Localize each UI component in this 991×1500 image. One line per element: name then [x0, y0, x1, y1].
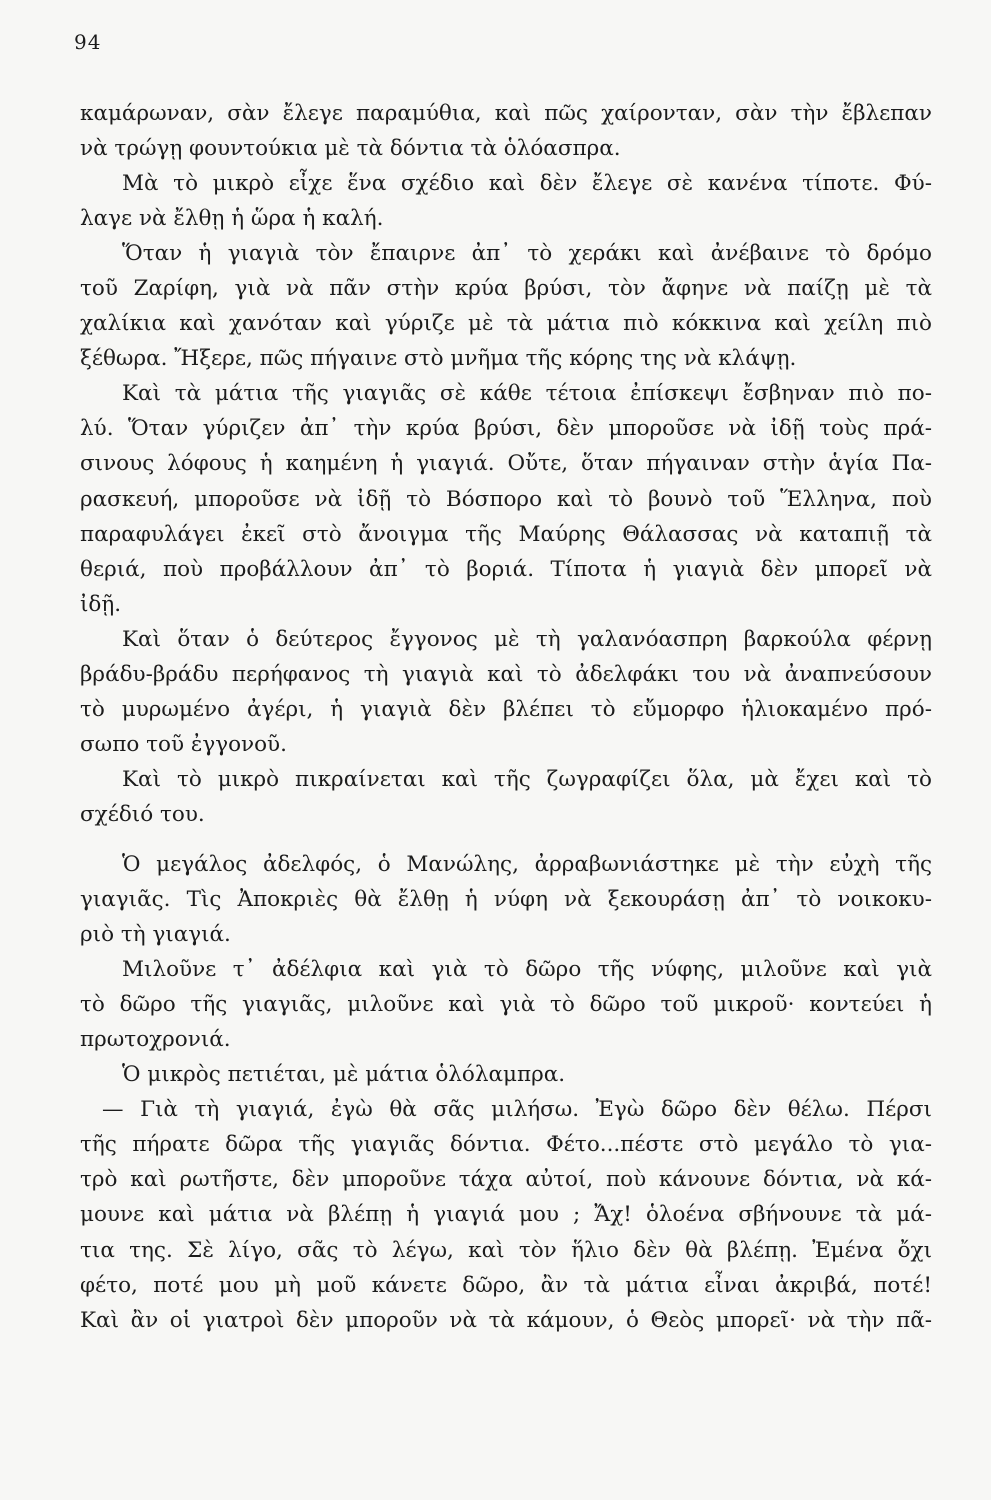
text-line: παραφυλάγει ἐκεῖ στὸ ἄνοιγμα τῆς Μαύρης Θάλασσας νὰ καταπιῇ τὰ [80, 521, 932, 547]
text-line: Ὁ μικρὸς πετιέται, μὲ μάτια ὁλόλαμπρα. [122, 1062, 566, 1088]
body-text [80, 96, 932, 1338]
text-line: ριὸ τὴ γιαγιά. [80, 922, 231, 948]
text-line: Ὅταν ἡ γιαγιὰ τὸν ἔπαιρνε ἀπ᾽ τὸ χεράκι καὶ ἀνέβαινε τὸ δρόμο [122, 241, 932, 267]
paragraph-gap [80, 832, 932, 847]
text-line: τρὸ καὶ ρωτῆστε, δὲν μποροῦνε τάχα αὐτοί, ποὺ κάνουνε δόντια, νὰ κά- [80, 1167, 932, 1193]
text-line: καμάρωναν, σὰν ἔλεγε παραμύθια, καὶ πῶς χαίρονταν, σὰν τὴν ἔβλεπαν [80, 101, 932, 126]
text-line: τὸ μυρωμένο ἀγέρι, ἡ γιαγιὰ δὲν βλέπει τὸ εὔμορφο ἡλιοκαμένο πρό- [80, 696, 932, 722]
text-line: Ὁ μεγάλος ἀδελφός, ὁ Μανώλης, ἀρραβωνιάστηκε μὲ τὴν εὐχὴ τῆς [122, 851, 932, 877]
text-line: Μὰ τὸ μικρὸ εἶχε ἕνα σχέδιο καὶ δὲν ἔλεγε σὲ κανένα τίποτε. Φύ- [122, 171, 932, 197]
text-line: τὸ δῶρο τῆς γιαγιᾶς, μιλοῦνε καὶ γιὰ τὸ δῶρο τοῦ μικροῦ· κοντεύει ἡ [80, 992, 932, 1018]
text-line: Καὶ ὅταν ὁ δεύτερος ἔγγονος μὲ τὴ γαλανόασπρη βαρκούλα φέρνῃ [122, 626, 932, 652]
text-line: ρασκευή, μποροῦσε νὰ ἰδῇ τὸ Βόσπορο καὶ τὸ βουνὸ τοῦ Ἕλληνα, ποὺ [80, 486, 932, 512]
text-line: ἰδῇ. [80, 591, 122, 617]
text-line: θεριά, ποὺ προβάλλουν ἀπ᾽ τὸ βοριά. Τίποτα ἡ γιαγιὰ δὲν μπορεῖ νὰ [80, 556, 932, 582]
text-line: Καὶ τὸ μικρὸ πικραίνεται καὶ τῆς ζωγραφίζει ὅλα, μὰ ἔχει καὶ τὸ [122, 766, 932, 792]
text-line: γιαγιᾶς. Τὶς Ἀποκριὲς θὰ ἔλθῃ ἡ νύφη νὰ ξεκουράσῃ ἀπ᾽ τὸ νοικοκυ- [80, 887, 932, 913]
text-line: ξέθωρα. Ἤξερε, πῶς πήγαινε στὸ μνῆμα τῆς κόρης της νὰ κλάψῃ. [80, 346, 797, 372]
page-number: 94 [74, 30, 102, 54]
text-line: νὰ τρώγῃ φουντούκια μὲ τὰ δόντια τὰ ὁλόασπρα. [80, 136, 621, 162]
text-line: τια της. Σὲ λίγο, σᾶς τὸ λέγω, καὶ τὸν ἥλιο δὲν θὰ βλέπῃ. Ἐμένα ὄχι [80, 1237, 932, 1263]
text-line: τῆς πήρατε δῶρα τῆς γιαγιᾶς δόντια. Φέτο...πέστε στὸ μεγάλο τὸ για- [80, 1132, 932, 1158]
text-line: βράδυ-βράδυ περήφανος τὴ γιαγιὰ καὶ τὸ ἀδελφάκι του νὰ ἀναπνεύσουν [80, 661, 932, 687]
text-line: Καὶ ἂν οἱ γιατροὶ δὲν μποροῦν νὰ τὰ κάμουν, ὁ Θεὸς μπορεῖ· νὰ τὴν πᾶ- [80, 1307, 932, 1333]
text-line: λαγε νὰ ἔλθῃ ἡ ὥρα ἡ καλή. [80, 206, 384, 232]
text-line: λύ. Ὅταν γύριζεν ἀπ᾽ τὴν κρύα βρύσι, δὲν μποροῦσε νὰ ἰδῇ τοὺς πρά- [80, 416, 932, 442]
text-line: — Γιὰ τὴ γιαγιά, ἐγὼ θὰ σᾶς μιλήσω. Ἐγὼ δῶρο δὲν θέλω. Πέρσι [102, 1097, 932, 1123]
text-line: σινους λόφους ἡ καημένη ἡ γιαγιά. Οὔτε, ὅταν πήγαιναν στὴν ἁγία Πα- [80, 451, 932, 477]
text-line: τοῦ Ζαρίφη, γιὰ νὰ πᾶν στὴν κρύα βρύσι, τὸν ἄφηνε νὰ παίζῃ μὲ τὰ [80, 276, 932, 302]
text-line: χαλίκια καὶ χανόταν καὶ γύριζε μὲ τὰ μάτια πιὸ κόκκινα καὶ χείλη πιὸ [80, 311, 932, 337]
text-line: μουνε καὶ μάτια νὰ βλέπῃ ἡ γιαγιά μου ; Ἄχ! ὁλοένα σβήνουνε τὰ μά- [80, 1202, 932, 1228]
text-line: Καὶ τὰ μάτια τῆς γιαγιᾶς σὲ κάθε τέτοια ἐπίσκεψι ἔσβηναν πιὸ πο- [122, 381, 932, 407]
text-line: Μιλοῦνε τ᾽ ἀδέλφια καὶ γιὰ τὸ δῶρο τῆς νύφης, μιλοῦνε καὶ γιὰ [122, 957, 932, 983]
text-line: φέτο, ποτέ μου μὴ μοῦ κάνετε δῶρο, ἂν τὰ μάτια εἶναι ἀκριβά, ποτέ! [80, 1272, 932, 1298]
text-line: σχέδιό του. [80, 801, 205, 827]
text-line: σωπο τοῦ ἐγγονοῦ. [80, 731, 287, 757]
text-line: πρωτοχρονιά. [80, 1027, 231, 1053]
